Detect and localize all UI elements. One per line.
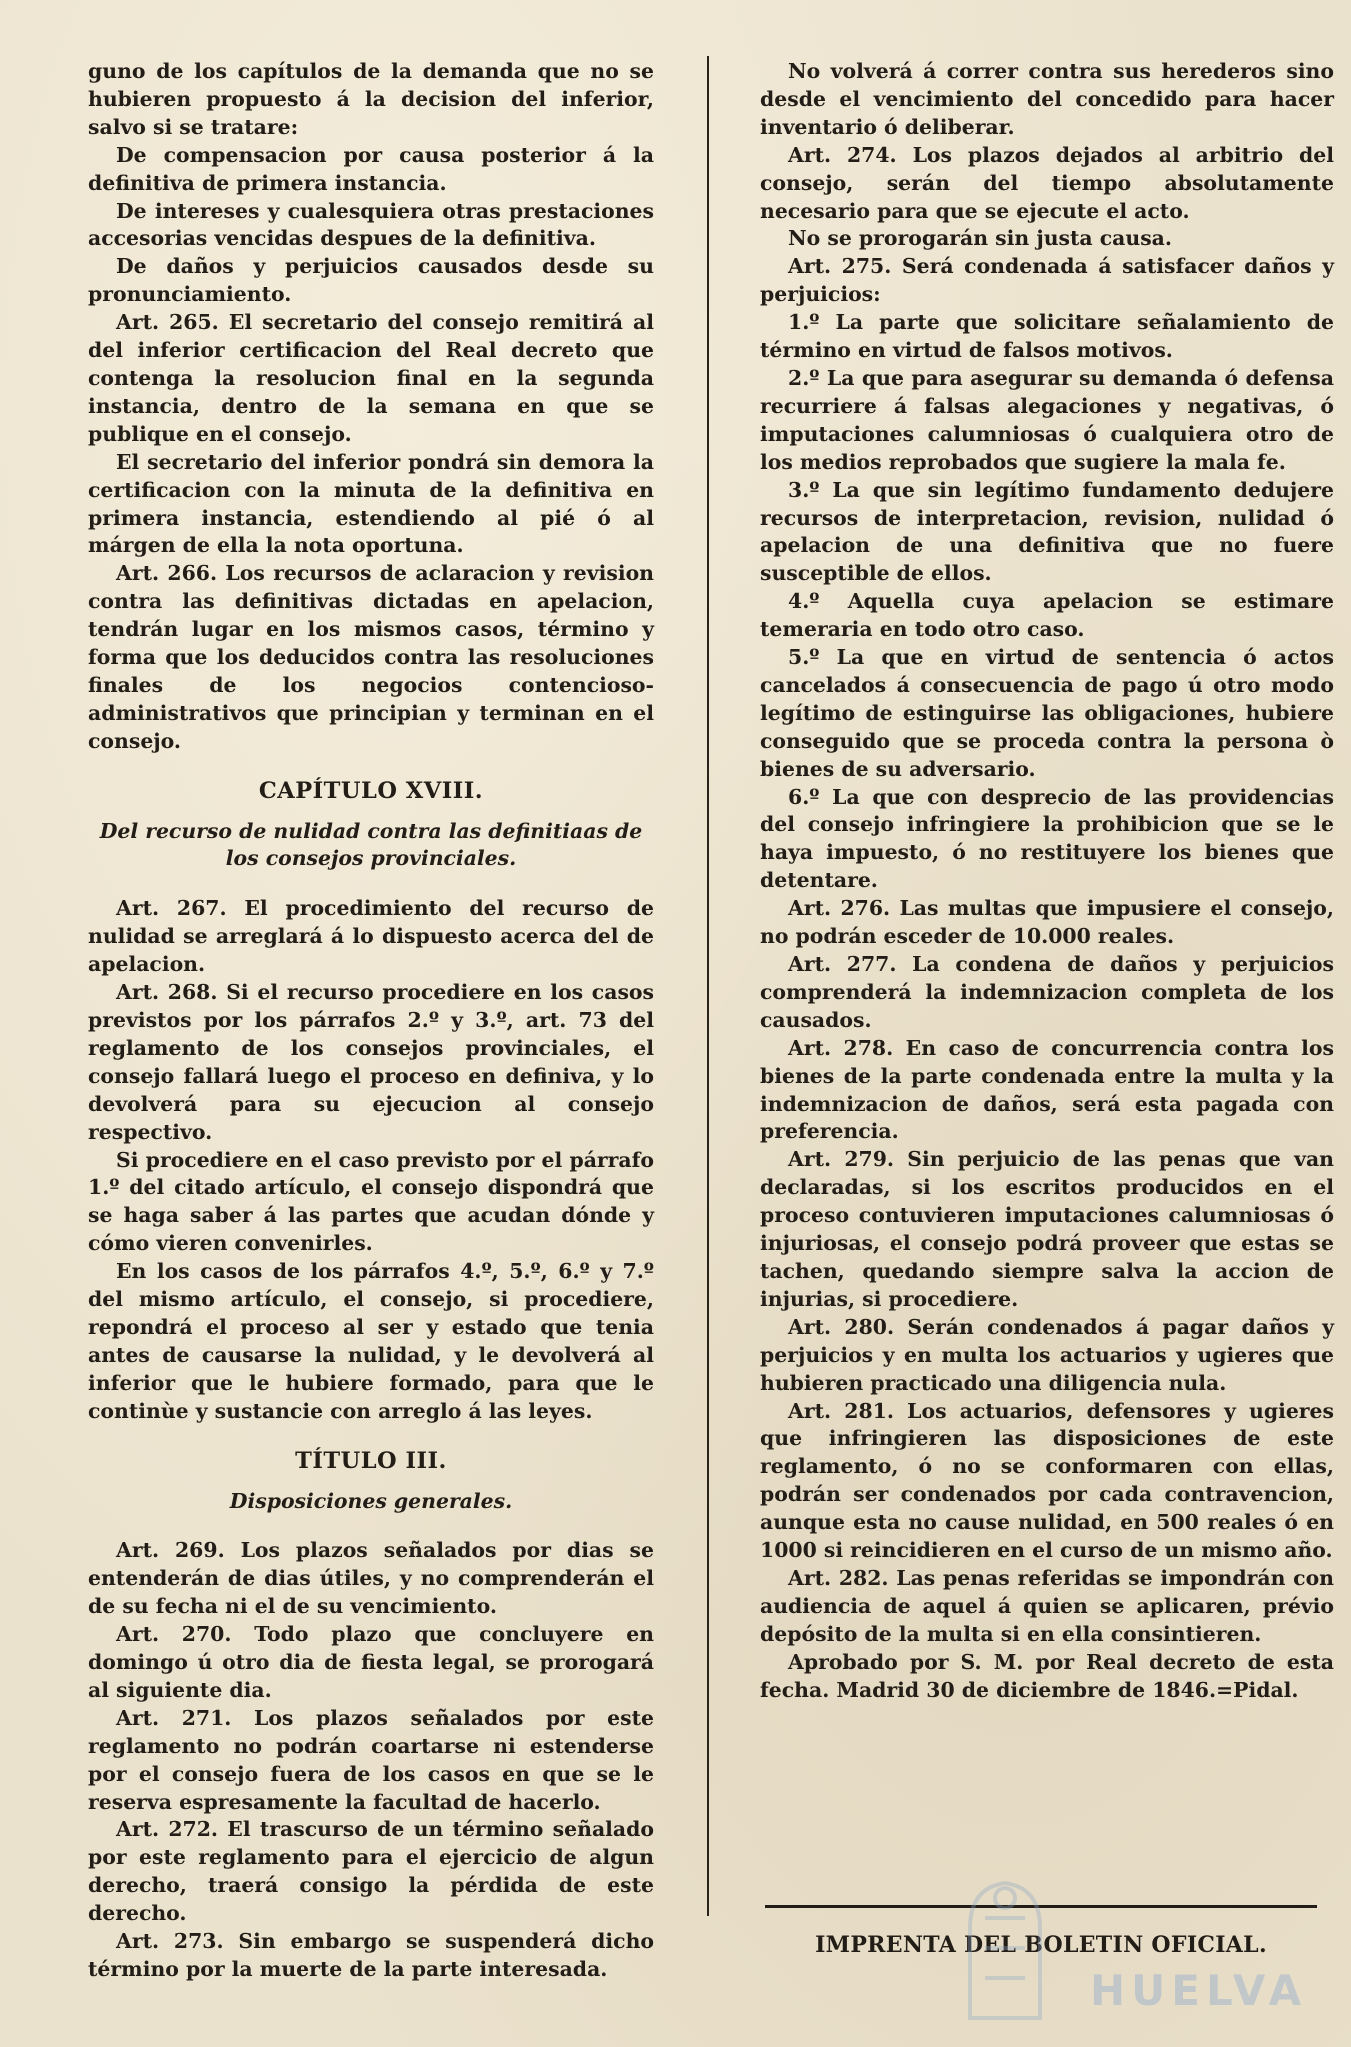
paragraph: 6.º La que con desprecio de las providencias del consejo infringiere la prohibicion que se le haya impuesto, ó no restituyere los bienes que detentare. <box>760 784 1334 893</box>
paragraph: Art. 273. Sin embargo se suspenderá dicho término por la muerte de la parte interesada. <box>88 1929 654 1981</box>
right-column <box>760 58 1334 1704</box>
paragraph: No se prorogarán sin justa causa. <box>788 226 1172 251</box>
left-intro-paragraphs <box>88 58 654 756</box>
paragraph: Art. 279. Sin perjuicio de las penas que van declaradas, si los escritos producidos en el proceso contuvieren imputaciones calumniosas ó injuriosas, el consejo podrá proveer que estas se tachen, quedando siempre salva la accion de injurias, si procediere. <box>760 1147 1334 1311</box>
paragraph: No volverá á correr contra sus herederos sino desde el vencimiento del concedido para hacer inventario ó deliberar. <box>760 59 1334 139</box>
paragraph: Art. 281. Los actuarios, defensores y ugieres que infringieren las disposiciones de este reglamento, ó no se conformaren con ellas, podrán ser condenados por cada contravencion, aunque esta no cause nulidad, en 500 reales ó en 1000 si reincidieren en el curso de un mismo año. <box>760 1398 1334 1563</box>
chapter-paragraphs <box>88 895 654 1425</box>
paragraph: Art. 271. Los plazos señalados por este reglamento no podrán coartarse ni estenderse por el consejo fuera de los casos en que se le reserva espresamente la facultad de hacerlo. <box>88 1705 654 1814</box>
paragraph: guno de los capítulos de la demanda que no se hubieren propuesto á la decision del inferior, salvo si se tratare: <box>88 59 654 139</box>
paragraph: Art. 267. El procedimiento del recurso de nulidad se arreglará á lo dispuesto acerca del de apelacion. <box>88 896 654 977</box>
paragraph: 1.º La parte que solicitare señalamiento de término en virtud de falsos motivos. <box>760 310 1334 363</box>
paragraph: Art. 268. Si el recurso procediere en los casos previstos por los párrafos 2.º y 3.º, art. 73 del reglamento de los consejos provinciales, el consejo fallará luego el proceso en definiva, y lo devolverá para su ejecucion al consejo respectivo. <box>88 980 654 1144</box>
title-paragraphs <box>88 1537 654 1984</box>
paragraph: De daños y perjuicios causados desde su pronunciamiento. <box>88 254 654 307</box>
paragraph: Art. 280. Serán condenados á pagar daños y perjuicios y en multa los actuarios y ugieres que hubieren practicado una diligencia nula. <box>760 1314 1334 1395</box>
paragraph: Art. 276. Las multas que impusiere el consejo, no podrán esceder de 10.000 reales. <box>760 896 1334 949</box>
paragraph: Si procediere en el caso previsto por el párrafo 1.º del citado artículo, el consejo dispondrá que se haga saber á las partes que acudan dónde y cómo vieren convenirles. <box>88 1147 654 1256</box>
paragraph: 5.º La que en virtud de sentencia ó actos cancelados á consecuencia de pago ú otro modo legítimo de estinguirse las obligaciones, hubiere conseguido que se proceda contra la persona ò bienes de su adversario. <box>760 645 1334 781</box>
paragraph: Art. 277. La condena de daños y perjuicios comprenderá la indemnizacion completa de los causados. <box>760 952 1334 1032</box>
title-subheading: Disposiciones generales. <box>229 1488 513 1513</box>
paragraph: 2.º La que para asegurar su demanda ó defensa recurriere á falsas alegaciones y negativas, ó imputaciones calumniosas ó cualquiera otro de los medios reprobados que sugiere la mala fe. <box>760 365 1334 474</box>
paragraph: En los casos de los párrafos 4.º, 5.º, 6.º y 7.º del mismo artículo, el consejo, si procediere, repondrá el proceso al ser y estado que tenia antes de causarse la nulidad, y le devolverá al inferior que le hubiere formado, para que le continùe y sustancie con arreglo á las leyes. <box>88 1259 654 1423</box>
paragraph: Art. 265. El secretario del consejo remitirá al del inferior certificacion del Real decreto que contenga la resolucion final en la segunda instancia, dentro de la semana en que se publique en el consejo. <box>88 310 654 446</box>
paragraph: Art. 272. El trascurso de un término señalado por este reglamento para el ejercicio de algun derecho, traerá consigo la pérdida de este derecho. <box>88 1817 654 1926</box>
column-divider <box>707 56 709 1916</box>
paragraph: Art. 270. Todo plazo que concluyere en domingo ú otro dia de fiesta legal, se prorogará al siguiente dia. <box>88 1622 654 1702</box>
chapter-subheading: Del recurso de nulidad contra las definitiaas de los consejos provinciales. <box>99 818 643 871</box>
paragraph: De intereses y cualesquiera otras prestaciones accesorias vencidas despues de la definitiva. <box>88 198 654 251</box>
paragraph: Art. 269. Los plazos señalados por dias se entenderán de dias útiles, y no comprenderán el de su fecha ni el de su vencimiento. <box>88 1538 654 1619</box>
chapter-heading: CAPÍTULO XVIII. <box>258 777 484 804</box>
paragraph: Art. 282. Las penas referidas se impondrán con audiencia de aquel á quien se aplicaren, prévio depósito de la multa si en ella consintieren. <box>760 1565 1334 1646</box>
watermark-text: HUELVA <box>1090 1966 1308 2015</box>
title-heading: TÍTULO III. <box>295 1447 447 1474</box>
paragraph: Art. 278. En caso de concurrencia contra los bienes de la parte condenada entre la multa y la indemnizacion de daños, será esta pagada con preferencia. <box>760 1035 1334 1144</box>
paragraph: De compensacion por causa posterior á la definitiva de primera instancia. <box>88 142 654 195</box>
paragraph: 3.º La que sin legítimo fundamento dedujere recursos de interpretacion, revision, nulidad ó apelacion de una definitiva que no fuere susceptible de ellos. <box>760 477 1334 586</box>
paragraph: Art. 275. Será condenada á satisfacer daños y perjuicios: <box>760 254 1334 307</box>
right-paragraphs <box>760 58 1334 1704</box>
paragraph: Aprobado por S. M. por Real decreto de esta fecha. Madrid 30 de diciembre de 1846.=Pidal. <box>760 1649 1334 1702</box>
paragraph: Art. 274. Los plazos dejados al arbitrio del consejo, serán del tiempo absolutamente necesario para que se ejecute el acto. <box>760 142 1334 223</box>
left-column <box>88 58 654 1984</box>
paragraph: El secretario del inferior pondrá sin demora la certificacion con la minuta de la definitiva en primera instancia, estendiendo al pié ó al márgen de ella la nota oportuna. <box>88 449 654 558</box>
imprint-line: IMPRENTA DEL BOLETIN OFICIAL. <box>815 1932 1267 1958</box>
paragraph: Art. 266. Los recursos de aclaracion y revision contra las definitivas dictadas en apelacion, tendrán lugar en los mismos casos, término y forma que los deducidos contra las resoluciones finales de los negocios contencioso-administrativos que principian y terminan en el consejo. <box>88 561 654 753</box>
paragraph: 4.º Aquella cuya apelacion se estimare temeraria en todo otro caso. <box>760 589 1334 642</box>
